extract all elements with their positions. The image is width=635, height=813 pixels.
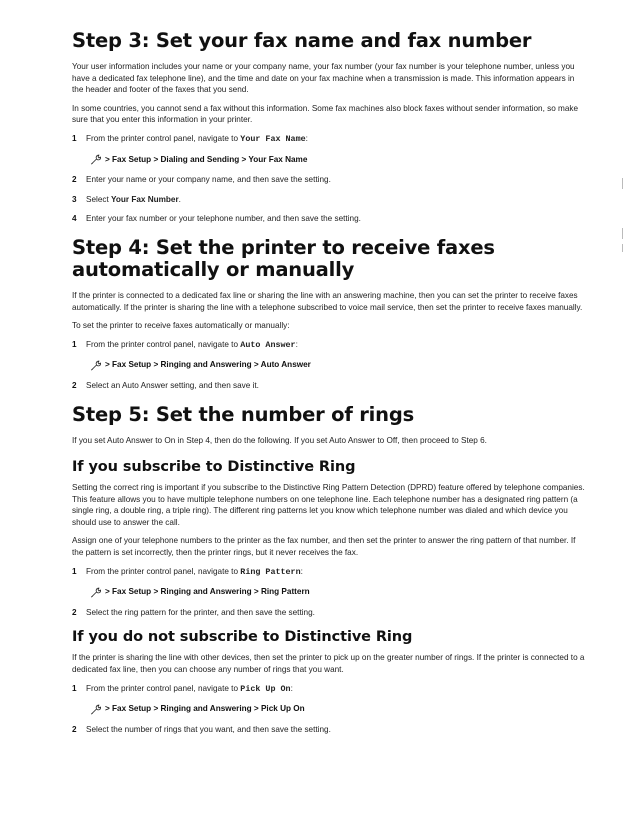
distinctive-menu-path [72,586,587,598]
step4-paragraph-2: To set the printer to receive faxes automatically or manually: [72,321,290,331]
distinctive-item-1 [72,566,587,579]
step-text: From the printer control panel, navigate to [86,339,239,349]
step-number: 1 [72,566,77,576]
menu-code: Auto Answer [240,339,296,350]
step-text: From the printer control panel, navigate to [86,566,239,576]
step5-heading: Step 5: Set the number of rings [72,402,414,426]
wrench-icon [90,587,102,598]
step-number: 2 [72,380,77,390]
step-text-bold: Your Fax Number [111,194,179,204]
step4-item-1 [72,339,587,352]
step4-heading: Step 4: Set the printer to receive faxes automatically or manually [72,235,495,281]
no-distinctive-item-2 [72,724,587,736]
step3-item-2 [72,174,587,186]
menu-code: Ring Pattern [240,566,301,577]
step3-item-1 [72,133,587,146]
document-page [72,30,587,743]
no-distinctive-ring-heading: If you do not subscribe to Distinctive Ring [72,629,413,646]
step-number: 1 [72,683,77,693]
step-number: 1 [72,339,77,349]
step-number: 1 [72,133,77,143]
menu-path-text: > Fax Setup > Ringing and Answering > Ring Pattern [105,587,310,597]
step4-item-2 [72,380,587,392]
menu-code: Pick Up On [240,683,291,694]
step-text: Select the ring pattern for the printer, and then save the setting. [86,607,315,617]
step-text: Select the number of rings that you want, and then save the setting. [86,724,331,734]
scan-mark [622,228,623,239]
no-distinctive-item-1 [72,683,587,696]
distinctive-paragraph-2: Assign one of your telephone numbers to the printer as the fax number, and then set the printer to answer the ring pattern of that number. If the pattern is set incorrectly, then the printer rings, but it never receives the fax. [72,536,576,558]
step5-paragraph-1: If you set Auto Answer to On in Step 4, then do the following. If you set Auto Answer to Off, then proceed to Step 6. [72,435,487,445]
step-text: From the printer control panel, navigate to [86,133,239,143]
step-text: Enter your name or your company name, and then save the setting. [86,175,331,185]
menu-path-text: > Fax Setup > Ringing and Answering > Auto Answer [105,360,311,370]
no-distinctive-menu-path [72,703,587,715]
step-text-end: : [290,683,293,693]
wrench-icon [90,704,102,715]
step-text: Select an Auto Answer setting, and then save it. [86,380,259,390]
step3-menu-path [72,154,587,166]
wrench-icon [90,154,102,165]
step3-heading: Step 3: Set your fax name and fax number [72,29,532,52]
menu-path-text: > Fax Setup > Dialing and Sending > Your Fax Name [105,154,308,164]
no-distinctive-paragraph-1: If the printer is sharing the line with other devices, then set the printer to pick up on the greater number of rings. If the printer is connected to a dedicated fax line, then you can choose any number of rings that you want. [72,653,585,675]
step3-item-3 [72,194,587,206]
step-number: 2 [72,724,77,734]
step-text: Enter your fax number or your telephone number, and then save the setting. [86,214,361,224]
step4-menu-path [72,359,587,371]
step-number: 2 [72,607,77,617]
section-step3 [72,30,587,225]
distinctive-paragraph-1: Setting the correct ring is important if you subscribe to the Distinctive Ring Pattern Detection (DPRD) feature offered by telephone companies. This feature allows you to have multiple telephone numbers on one telephone line. Each telephone number has a designated ring pattern (a single ring, a double ring, a triple ring). The different ring patterns let you know which telephone number was dialed and which device you should use to answer the call. [72,483,585,527]
scan-mark [622,178,623,189]
step-number: 4 [72,214,77,224]
step-text: Select [86,194,112,204]
step-text: From the printer control panel, navigate to [86,683,239,693]
section-distinctive-ring [72,458,587,618]
distinctive-ring-heading: If you subscribe to Distinctive Ring [72,459,356,476]
step-text-end: . [178,194,181,204]
step3-paragraph-2: In some countries, you cannot send a fax without this information. Some fax machines also block faxes without sender information, so make sure that you enter this information in your printer. [72,103,579,125]
scan-mark [622,244,623,252]
step-text-end: : [295,339,298,349]
menu-code: Your Fax Name [240,133,306,144]
wrench-icon [90,360,102,371]
step-number: 2 [72,175,77,185]
step-text-end: : [305,133,308,143]
menu-path-text: > Fax Setup > Ringing and Answering > Pick Up On [105,704,305,714]
step3-paragraph-1: Your user information includes your name or your company name, your fax number (your fax number is your telephone number, unless you have a dedicated fax telephone line), and the time and date on your fax machine when a transmission is made. This information appears in the header and footer of the faxes that you send. [72,62,575,95]
section-step5 [72,404,587,447]
section-step4 [72,237,587,392]
step-number: 3 [72,194,77,204]
distinctive-item-2 [72,607,587,619]
step-text-end: : [300,566,303,576]
step3-item-4 [72,213,587,225]
step4-paragraph-1: If the printer is connected to a dedicated fax line or sharing the line with an answering machine, then you can set the printer to receive faxes automatically. If the printer is sharing the line with a telephone subscribed to voice mail service, then set the printer to receive faxes manually. [72,290,583,312]
section-no-distinctive-ring [72,628,587,735]
